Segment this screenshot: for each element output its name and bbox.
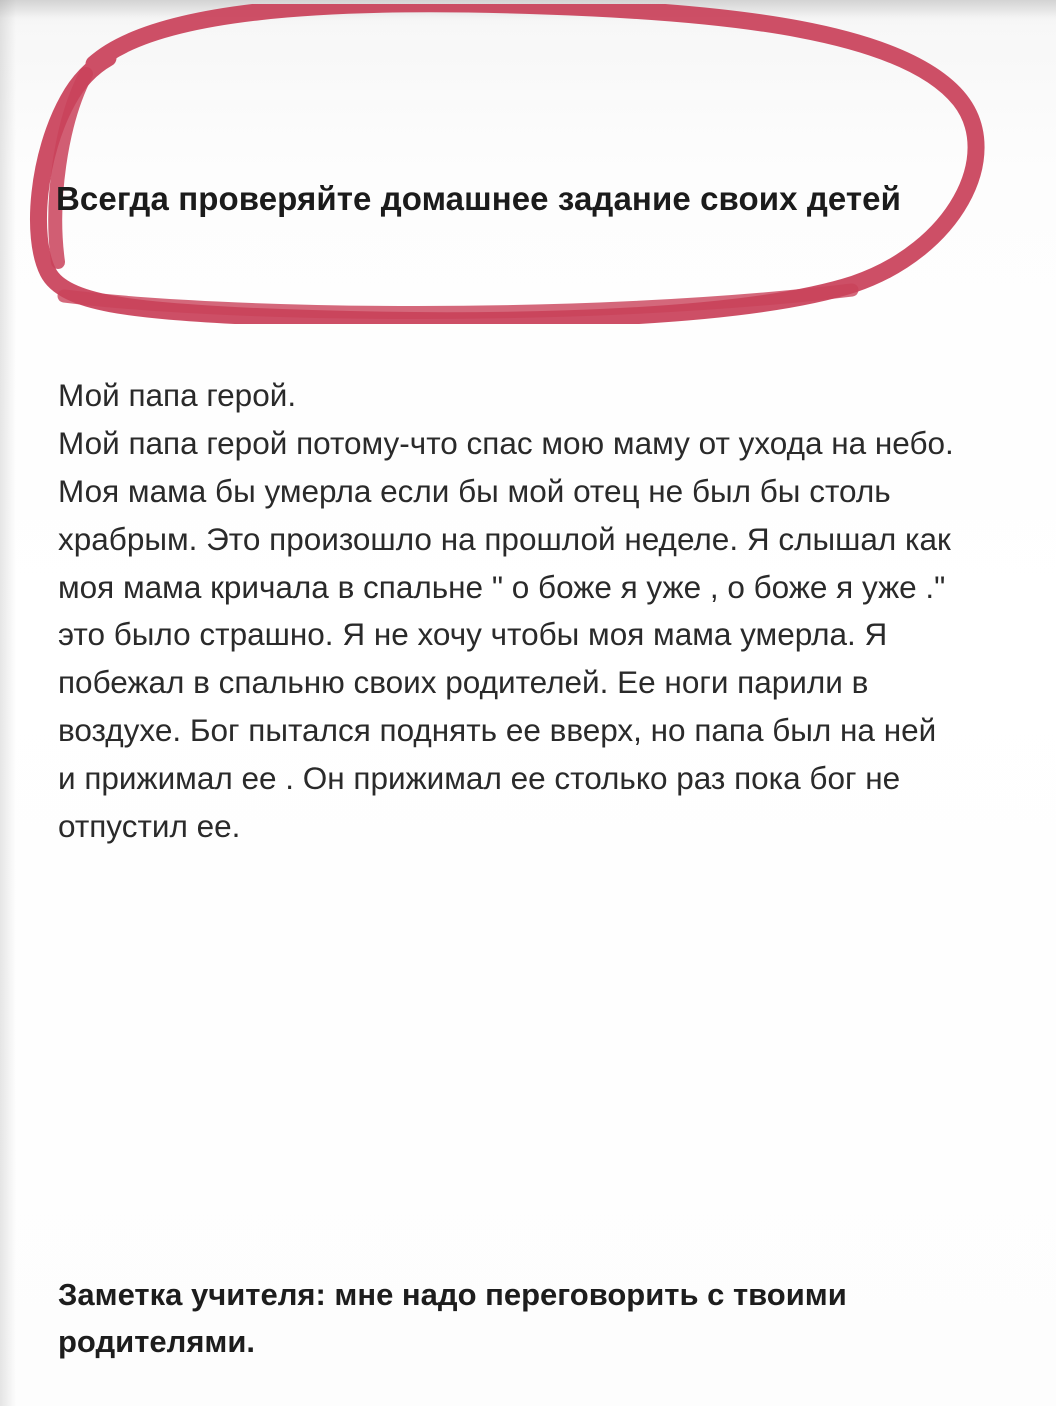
essay-title: Мой папа герой. (58, 377, 297, 413)
page-title: Всегда проверяйте домашнее задание своих детей (56, 180, 902, 217)
essay-paragraph: Мой папа герой потому-что спас мою маму от ухода на небо. Моя мама бы умерла если бы мой отец не был бы столь храбрым. Это произошло на прошлой неделе. Я слышал как моя мама кричала в спальне " о боже я уже , о боже я уже ." это было страшно. Я не хочу чтобы моя мама умерла. Я побежал в спальню своих родителей. Ее ноги парили в воздухе. Бог пытался поднять ее вверх, но папа был на ней и прижимал ее . Он прижимал ее столько раз пока бог не отпустил ее. (58, 424, 954, 844)
scan-shadow-left (0, 0, 16, 1406)
scan-shadow-top (0, 0, 1056, 26)
teacher-note: Заметка учителя: мне надо переговорить с твоими родителями. (58, 1277, 847, 1359)
essay-body (58, 372, 958, 851)
